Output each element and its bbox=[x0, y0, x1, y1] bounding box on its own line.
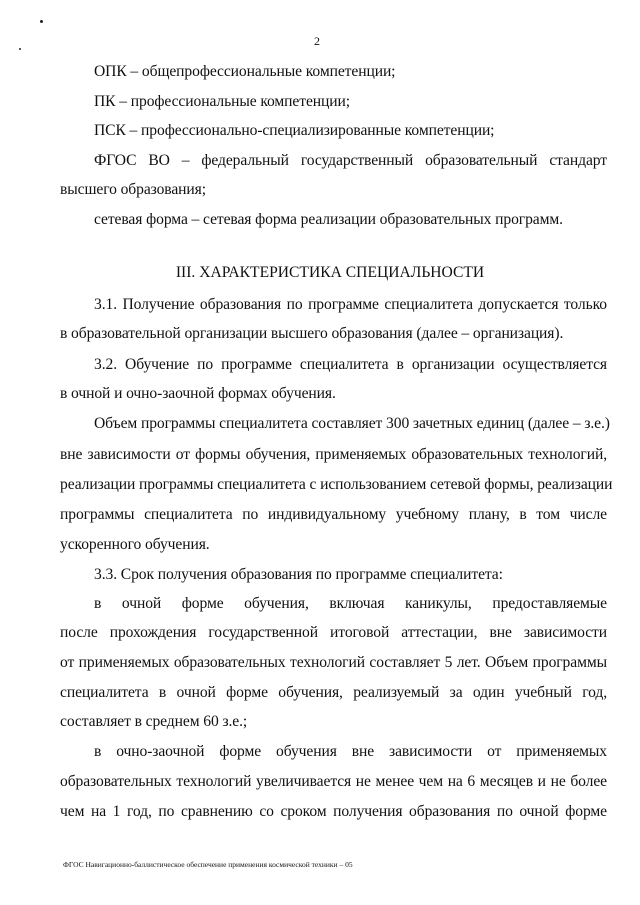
abbr-line: высшего образования; bbox=[60, 181, 206, 198]
body-line: Объем программы специалитета составляет 300 зачетных единиц (далее – з.е.) bbox=[94, 415, 610, 432]
body-line: в очной форме обучения, включая каникулы, предоставляемые bbox=[94, 595, 607, 612]
body-line: от применяемых образовательных технологий составляет 5 лет. Объем программы bbox=[60, 654, 607, 671]
abbr-line: ПСК – профессионально-специализированные компетенции; bbox=[94, 122, 495, 139]
page-footer: ФГОС Навигационно-баллистическое обеспечение применения космической техники – 05 bbox=[63, 860, 353, 869]
body-line: после прохождения государственной итоговой аттестации, вне зависимости bbox=[60, 624, 607, 641]
body-line: 3.1. Получение образования по программе специалитета допускается только bbox=[94, 296, 607, 313]
scan-speck bbox=[19, 48, 21, 50]
body-line: вне зависимости от формы обучения, применяемых образовательных технологий, bbox=[60, 446, 607, 463]
page-number: 2 bbox=[314, 34, 320, 48]
body-line: в образовательной организации высшего образования (далее – организация). bbox=[60, 325, 564, 342]
body-line: чем на 1 год, по сравнению со сроком получения образования по очной форме bbox=[60, 803, 607, 820]
body-line: специалитета в очной форме обучения, реализуемый за один учебный год, bbox=[60, 684, 607, 701]
body-line: 3.3. Срок получения образования по программе специалитета: bbox=[94, 566, 503, 583]
body-line: ускоренного обучения. bbox=[60, 536, 210, 553]
body-line: составляет в среднем 60 з.е.; bbox=[60, 713, 248, 730]
body-line: 3.2. Обучение по программе специалитета в организации осуществляется bbox=[94, 356, 607, 373]
body-line: реализации программы специалитета с использованием сетевой формы, реализации bbox=[60, 476, 613, 493]
body-line: программы специалитета по индивидуальному учебному плану, в том числе bbox=[60, 506, 607, 523]
section-heading: III. ХАРАКТЕРИСТИКА СПЕЦИАЛЬНОСТИ bbox=[175, 264, 485, 281]
scan-speck bbox=[40, 20, 43, 23]
body-line: в очно-заочной форме обучения вне зависимости от применяемых bbox=[94, 743, 607, 760]
abbr-line: ПК – профессиональные компетенции; bbox=[94, 93, 350, 110]
body-line: в очной и очно-заочной формах обучения. bbox=[60, 385, 336, 402]
body-line: образовательных технологий увеличивается не менее чем на 6 месяцев и не более bbox=[60, 773, 607, 790]
abbr-line: ФГОС ВО – федеральный государственный образовательный стандарт bbox=[94, 152, 607, 169]
abbr-line: сетевая форма – сетевая форма реализации образовательных программ. bbox=[94, 211, 563, 228]
abbr-line: ОПК – общепрофессиональные компетенции; bbox=[94, 63, 396, 80]
